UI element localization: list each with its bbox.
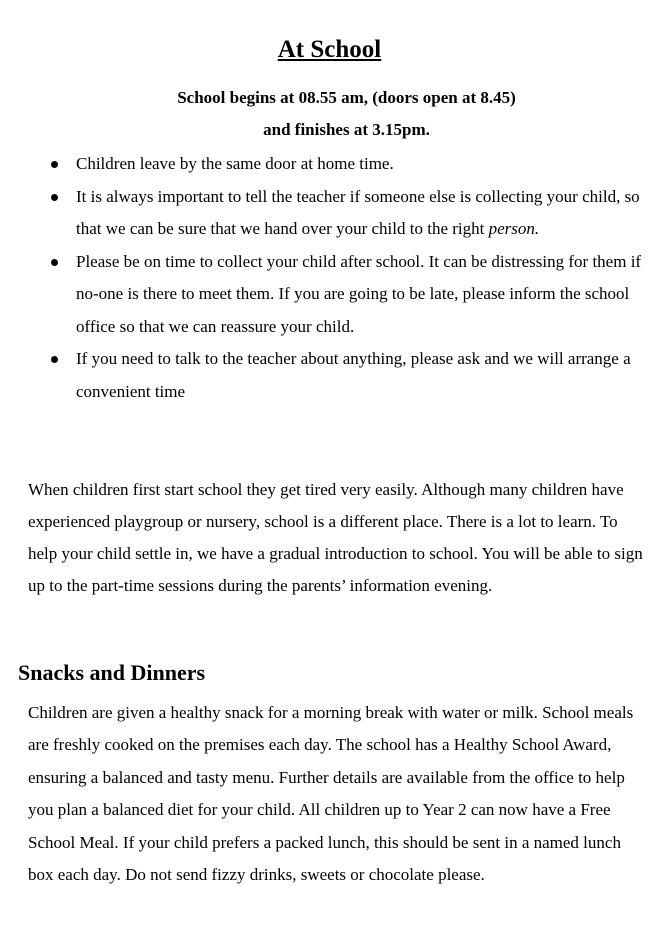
bullet-item <box>0 343 646 408</box>
bullet-dot-icon <box>51 161 58 168</box>
snacks-heading: Snacks and Dinners <box>18 660 206 685</box>
snacks-paragraph: Children are given a healthy snack for a morning break with water or milk. School meals are freshly cooked on the premises each day. The school has a Healthy School Award, ensuring a balanced and tasty menu. Further details are available from the office to help you plan a balanced diet for your child. All children up to Year 2 can now have a Free School Meal. If your child prefers a packed lunch, this should be sent in a named lunch box each day. Do not send fizzy drinks, sweets or chocolate please. <box>28 703 634 885</box>
bullet-text-italic: person. <box>488 219 540 238</box>
bullet-text: It is always important to tell the teacher if someone else is collecting your child, so that we can be sure that we hand over your child to the right <box>76 186 640 238</box>
bullet-item <box>0 181 646 246</box>
school-hours-line-2: and finishes at 3.15pm. <box>263 120 430 139</box>
bullet-dot-icon <box>51 259 58 266</box>
bullet-dot-icon <box>51 194 58 201</box>
bullet-text: If you need to talk to the teacher about anything, please ask and we will arrange a convenient time <box>76 349 631 401</box>
school-hours-line-1: School begins at 08.55 am, (doors open at 8.45) <box>177 88 516 107</box>
settling-in-paragraph: When children first start school they get tired very easily. Although many children have experienced playgroup or nursery, school is a different place. There is a lot to learn. To help your child settle in, we have a gradual introduction to school. You will be able to sign up to the part-time sessions during the parents’ information evening. <box>28 480 643 595</box>
bullet-text: Please be on time to collect your child after school. It can be distressing for them if no-one is there to meet them. If you are going to be late, please inform the school office so that we can reassure your child. <box>76 251 642 336</box>
page-title: At School <box>277 36 382 63</box>
bullet-item <box>0 246 646 344</box>
bullet-text: Children leave by the same door at home time. <box>76 154 394 173</box>
bullet-item <box>0 148 646 181</box>
bullet-dot-icon <box>51 356 58 363</box>
bullet-list <box>0 148 671 408</box>
